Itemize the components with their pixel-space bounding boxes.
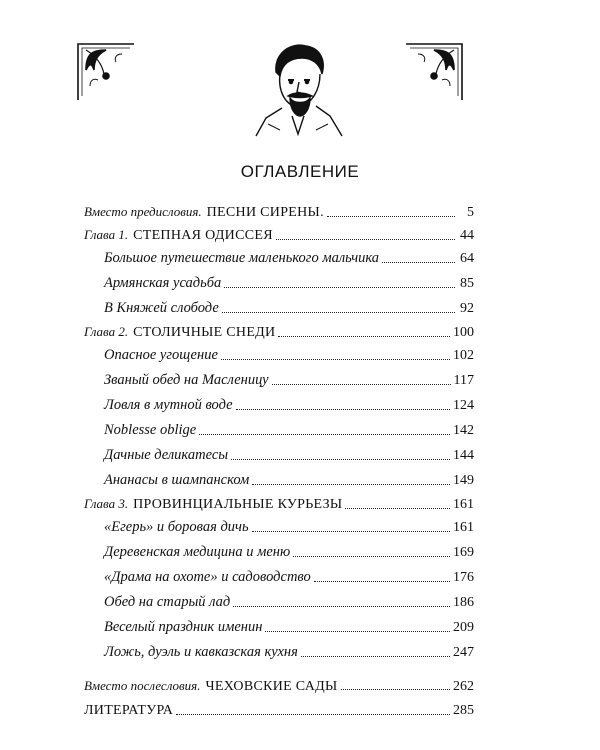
- toc-entry-page: 161: [453, 520, 474, 535]
- toc-entry-title: Noblesse oblige: [104, 422, 197, 438]
- dot-leader: [272, 384, 451, 385]
- toc-chapter1-row[interactable]: [84, 224, 474, 246]
- toc-chapter3-title: ПРОВИНЦИАЛЬНЫЕ КУРЬЕЗЫ: [133, 497, 343, 512]
- toc-entry-page: 149: [453, 473, 474, 488]
- toc-entry-title: Обед на старый лад: [104, 594, 231, 610]
- toc-afterword-row[interactable]: [84, 673, 474, 698]
- dot-leader: [276, 239, 455, 240]
- author-portrait-icon: [246, 38, 350, 138]
- toc-entry-title: Ложь, дуэль и кавказская кухня: [104, 644, 298, 660]
- corner-flourish-left-icon: [76, 40, 138, 102]
- toc-afterword-page: 262: [453, 679, 474, 694]
- toc-chapter3-page: 161: [453, 497, 474, 512]
- toc-chapter2-row[interactable]: [84, 321, 474, 343]
- toc-entry-title: «Драма на охоте» и садоводство: [104, 569, 311, 585]
- toc-entry-page: 64: [460, 251, 474, 266]
- toc-chapter1-lead: Глава 1.: [84, 227, 129, 242]
- toc-afterword-title: ЧЕХОВСКИЕ САДЫ: [205, 679, 338, 694]
- toc-entry-row[interactable]: [84, 468, 474, 493]
- toc-preface-lead: Вместо предисловия.: [84, 204, 202, 219]
- dot-leader: [265, 631, 450, 632]
- toc-entry-title: Большое путешествие маленького мальчика: [104, 250, 380, 266]
- dot-leader: [314, 581, 450, 582]
- toc-chapter1-title: СТЕПНАЯ ОДИССЕЯ: [133, 228, 273, 243]
- dot-leader: [301, 656, 450, 657]
- toc-entry-page: 209: [453, 620, 474, 635]
- toc-chapter2-lead: Глава 2.: [84, 324, 129, 339]
- dot-leader: [327, 216, 455, 217]
- dot-leader: [176, 714, 450, 715]
- toc-entry-row[interactable]: [84, 343, 474, 368]
- toc-entry-title: Дачные деликатесы: [104, 447, 229, 463]
- dot-leader: [222, 312, 455, 313]
- toc-chapter3-row[interactable]: [84, 493, 474, 515]
- dot-leader: [236, 409, 450, 410]
- toc-entry-page: 117: [453, 373, 474, 388]
- toc-preface-page: 5: [467, 205, 474, 220]
- toc-entry-title: «Егерь» и боровая дичь: [104, 519, 249, 535]
- toc-entry-page: 144: [453, 448, 474, 463]
- toc-entry-row[interactable]: [84, 515, 474, 540]
- dot-leader: [341, 689, 450, 690]
- dot-leader: [382, 262, 455, 263]
- toc-entry-title: Деревенская медицина и меню: [104, 544, 291, 560]
- dot-leader: [221, 359, 450, 360]
- toc-literature-title: ЛИТЕРАТУРА: [84, 703, 174, 718]
- toc-entry-page: 124: [453, 398, 474, 413]
- toc-chapter1-page: 44: [460, 228, 474, 243]
- toc-entry-row[interactable]: [84, 296, 474, 321]
- toc-chapter3-lead: Глава 3.: [84, 496, 129, 511]
- dot-leader: [252, 484, 450, 485]
- toc-entry-row[interactable]: [84, 615, 474, 640]
- toc-entry-row[interactable]: [84, 640, 474, 665]
- toc-entry-page: 176: [453, 570, 474, 585]
- toc-literature-page: 285: [453, 703, 474, 718]
- toc-entry-row[interactable]: [84, 590, 474, 615]
- toc-entry-row[interactable]: [84, 271, 474, 296]
- toc-entry-title: Ловля в мутной воде: [104, 397, 233, 413]
- toc-entry-title: В Княжей слободе: [104, 300, 219, 316]
- toc-entry-row[interactable]: [84, 565, 474, 590]
- toc-entry-row[interactable]: [84, 246, 474, 271]
- toc-entry-title: Веселый праздник именин: [104, 619, 263, 635]
- dot-leader: [231, 459, 450, 460]
- toc-entry-page: 186: [453, 595, 474, 610]
- toc-entry-title: Армянская усадьба: [104, 275, 222, 291]
- dot-leader: [224, 287, 455, 288]
- toc-entry-title: Опасное угощение: [104, 347, 218, 363]
- dot-leader: [252, 531, 450, 532]
- toc-entry-page: 102: [453, 348, 474, 363]
- toc-chapter2-page: 100: [453, 325, 474, 340]
- dot-leader: [199, 434, 450, 435]
- toc-entry-row[interactable]: [84, 443, 474, 468]
- toc-heading: ОГЛАВЛЕНИЕ: [240, 162, 360, 181]
- toc-entry-row[interactable]: [84, 418, 474, 443]
- toc-entry-title: Званый обед на Масленицу: [104, 372, 269, 388]
- dot-leader: [278, 336, 450, 337]
- toc-chapter2-title: СТОЛИЧНЫЕ СНЕДИ: [133, 325, 276, 340]
- toc-entry-row[interactable]: [84, 368, 474, 393]
- toc-afterword-lead: Вместо послесловия.: [84, 678, 201, 693]
- corner-flourish-right-icon: [402, 40, 464, 102]
- toc-entry-page: 169: [453, 545, 474, 560]
- toc-entry-page: 247: [453, 645, 474, 660]
- toc-preface-row[interactable]: [84, 200, 474, 224]
- dot-leader: [293, 556, 450, 557]
- toc-entry-title: Ананасы в шампанском: [104, 472, 250, 488]
- toc-entry-page: 142: [453, 423, 474, 438]
- dot-leader: [345, 508, 450, 509]
- dot-leader: [233, 606, 450, 607]
- toc-literature-row[interactable]: [84, 698, 474, 723]
- toc-entry-row[interactable]: [84, 540, 474, 565]
- toc-preface-title: ПЕСНИ СИРЕНЫ.: [206, 205, 324, 220]
- toc-entry-page: 85: [460, 276, 474, 291]
- table-of-contents: [84, 200, 474, 723]
- toc-entry-row[interactable]: [84, 393, 474, 418]
- toc-entry-page: 92: [460, 301, 474, 316]
